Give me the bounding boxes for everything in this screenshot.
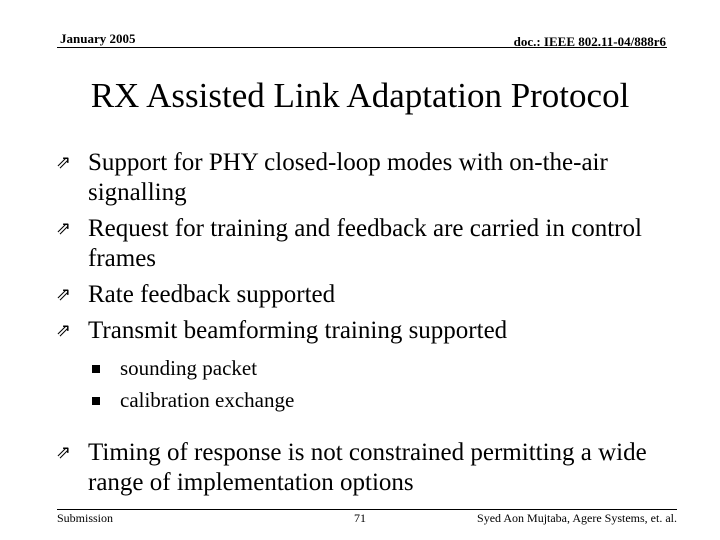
- arrow-bullet-icon: ⇗: [56, 152, 72, 173]
- header-divider: [57, 47, 667, 48]
- square-bullet-icon: [92, 397, 100, 405]
- sub-bullet-text: sounding packet: [120, 356, 258, 380]
- bullet-list: [56, 148, 676, 504]
- sub-bullet-list: [92, 352, 676, 416]
- bullet-text: Timing of response is not constrained permitting a wide range of implementation options: [88, 439, 647, 496]
- header-date: January 2005: [60, 31, 136, 46]
- footer-divider: [57, 509, 677, 510]
- page-number: 71: [354, 511, 366, 525]
- arrow-bullet-icon: ⇗: [56, 218, 72, 239]
- bullet-text: Request for training and feedback are carried in control frames: [88, 215, 642, 272]
- arrow-bullet-icon: ⇗: [56, 442, 72, 463]
- bullet-text: Rate feedback supported: [88, 281, 336, 308]
- bullet-item: [56, 438, 676, 498]
- arrow-bullet-icon: ⇗: [56, 284, 72, 305]
- bullet-item: [56, 214, 676, 274]
- arrow-bullet-icon: ⇗: [56, 320, 72, 341]
- header-doc-id: doc.: IEEE 802.11-04/888r6: [513, 34, 666, 49]
- sub-bullet-item: [92, 384, 676, 416]
- bullet-item: [56, 316, 676, 346]
- bullet-item: [56, 148, 676, 208]
- bullet-text: Support for PHY closed-loop modes with on-the-air signalling: [88, 149, 608, 206]
- footer-author: Syed Aon Mujtaba, Agere Systems, et. al.: [477, 511, 677, 525]
- square-bullet-icon: [92, 365, 100, 373]
- sub-bullet-item: [92, 352, 676, 384]
- slide-title: RX Assisted Link Adaptation Protocol: [90, 76, 630, 115]
- bullet-item: [56, 280, 676, 310]
- sub-bullet-text: calibration exchange: [120, 388, 295, 412]
- footer-submission: Submission: [57, 511, 114, 525]
- bullet-text: Transmit beamforming training supported: [88, 317, 508, 344]
